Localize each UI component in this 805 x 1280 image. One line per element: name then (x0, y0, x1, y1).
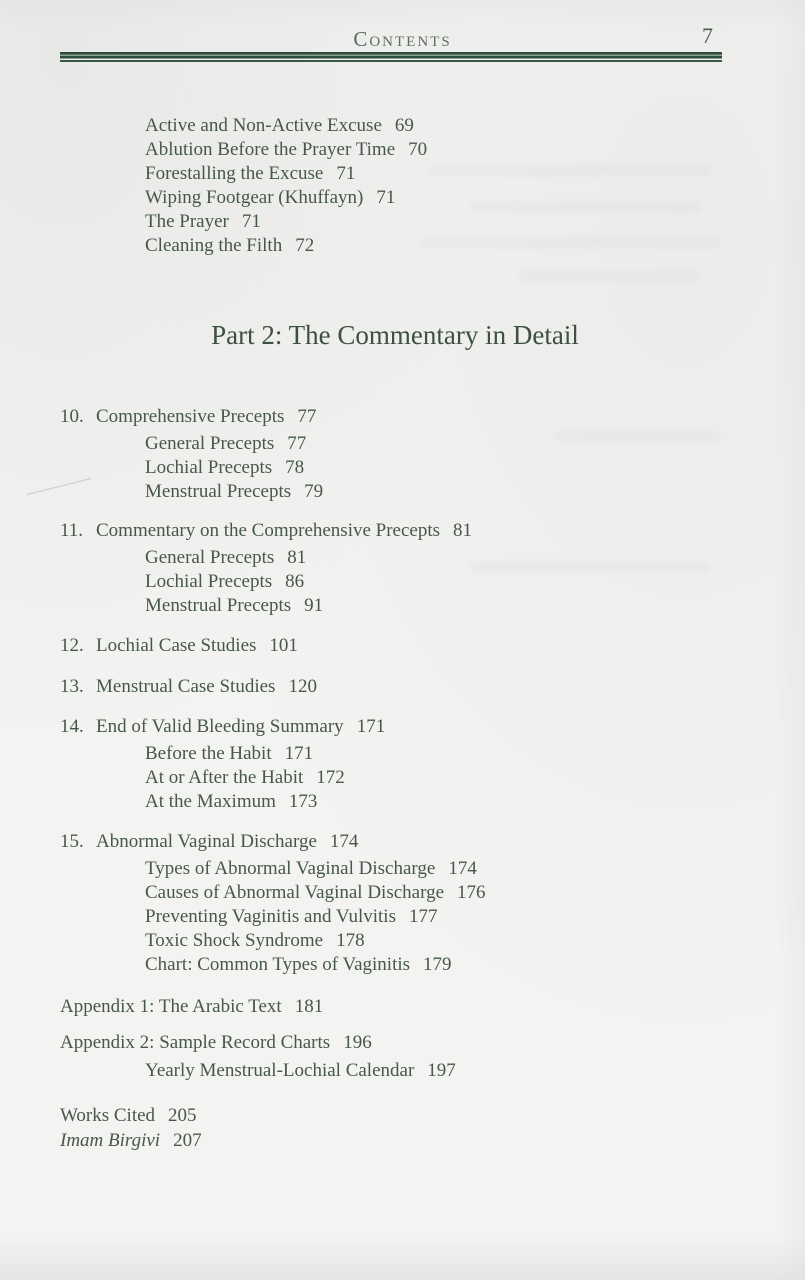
toc-entry-page: 77 (287, 433, 307, 454)
backmatter-page: 196 (343, 1032, 372, 1053)
running-head-title: Contents (353, 27, 452, 51)
toc-entry-page: 177 (408, 906, 438, 927)
toc-chapter (60, 830, 486, 977)
toc-entry (145, 162, 427, 186)
toc-chapter (60, 519, 472, 618)
toc-entry-page: 86 (285, 571, 305, 592)
chapter-number: 12. (60, 635, 84, 656)
chapter-subitems (145, 857, 486, 977)
toc-entry (145, 857, 486, 881)
toc-entry (145, 138, 427, 162)
toc-entry-label: Toxic Shock Syndrome (145, 930, 324, 951)
toc-entry-page: 78 (285, 457, 305, 478)
chapter-title: End of Valid Bleeding Summary (96, 716, 344, 737)
chapter-line (60, 519, 472, 543)
toc-entry-label: At the Maximum (145, 791, 276, 812)
toc-entry-page: 71 (376, 187, 396, 208)
toc-entry (145, 186, 427, 210)
toc-entry (145, 953, 486, 977)
backmatter-title: Works Cited (60, 1105, 156, 1126)
backmatter-page: 207 (173, 1130, 202, 1151)
toc-entry (145, 114, 427, 138)
toc-entry-label: Active and Non-Active Excuse (145, 115, 382, 136)
toc-entry-label: Cleaning the Filth (145, 235, 283, 256)
toc-entry-label: Lochial Precepts (145, 571, 273, 592)
bleedthrough-mark (520, 272, 700, 281)
chapter-page: 81 (453, 520, 473, 541)
toc-entry (145, 432, 323, 456)
toc-entry-label: Menstrual Precepts (145, 595, 292, 616)
chapter-page: 77 (297, 406, 317, 427)
chapter-page: 174 (329, 831, 359, 852)
bleedthrough-mark (420, 238, 720, 247)
chapter-title: Comprehensive Precepts (96, 406, 285, 427)
chapter-line (60, 634, 298, 658)
toc-entry-label: Lochial Precepts (145, 457, 273, 478)
toc-entry-page: 179 (423, 954, 452, 975)
chapter-page: 101 (269, 635, 298, 656)
chapter-title: Menstrual Case Studies (96, 676, 276, 697)
toc-entry (145, 480, 323, 504)
toc-entry (145, 234, 427, 258)
chapter-number: 10. (60, 406, 84, 427)
chapter-number: 11. (60, 520, 84, 541)
toc-entry-label: At or After the Habit (145, 767, 304, 788)
bleedthrough-mark (470, 202, 700, 211)
chapter-page: 120 (288, 676, 317, 697)
toc-entry-label: Ablution Before the Prayer Time (145, 139, 396, 160)
toc-entry (145, 570, 472, 594)
toc-chapter (60, 715, 385, 814)
chapter-number: 13. (60, 676, 84, 697)
toc-entry-label: Causes of Abnormal Vaginal Discharge (145, 882, 445, 903)
toc-entry-label: Menstrual Precepts (145, 481, 292, 502)
toc-entry-label: The Prayer (145, 211, 229, 232)
backmatter-entry (60, 1129, 202, 1153)
chapter-line (60, 405, 323, 429)
toc-entry-page: 171 (284, 743, 314, 764)
toc-entry (145, 766, 385, 790)
chapter-number: 15. (60, 831, 84, 852)
toc-entry-label: General Precepts (145, 547, 275, 568)
toc-continuation-block (145, 114, 427, 258)
toc-entry-page: 197 (427, 1060, 456, 1081)
chapter-title: Abnormal Vaginal Discharge (96, 831, 317, 852)
backmatter-page: 205 (168, 1105, 197, 1126)
chapter-line (60, 715, 385, 739)
bleedthrough-mark (430, 166, 710, 175)
backmatter-title: Appendix 2: Sample Record Charts (60, 1032, 331, 1053)
chapter-subitems (145, 432, 323, 504)
toc-entry-page: 91 (304, 595, 324, 616)
toc-entry-page: 72 (295, 235, 315, 256)
double-rule-divider (60, 52, 722, 62)
toc-entry-label: Types of Abnormal Vaginal Discharge (145, 858, 436, 879)
bleedthrough-mark (555, 432, 720, 441)
toc-entry (145, 905, 486, 929)
toc-chapter (60, 675, 317, 699)
backmatter-page: 181 (294, 996, 324, 1017)
backmatter-entry (60, 1104, 197, 1128)
toc-entry (145, 742, 385, 766)
toc-entry (145, 456, 323, 480)
backmatter-title: Appendix 1: The Arabic Text (60, 996, 282, 1017)
toc-entry (145, 929, 486, 953)
toc-entry-page: 174 (448, 858, 477, 879)
toc-entry (145, 790, 385, 814)
toc-entry-page: 79 (304, 481, 324, 502)
toc-entry-page: 178 (336, 930, 365, 951)
toc-entry-label: Yearly Menstrual-Lochial Calendar (145, 1060, 415, 1081)
toc-entry-label: Wiping Footgear (Khuffayn) (145, 187, 364, 208)
part-heading: Part 2: The Commentary in Detail (211, 320, 579, 350)
chapter-number: 14. (60, 716, 84, 737)
chapter-subitems (145, 742, 385, 814)
chapter-line (60, 830, 486, 854)
toc-entry-label: General Precepts (145, 433, 275, 454)
toc-entry-page: 69 (394, 115, 414, 136)
toc-entry (145, 210, 427, 234)
toc-entry-page: 81 (287, 547, 307, 568)
toc-entry-page: 71 (241, 211, 261, 232)
toc-entry-page: 70 (408, 139, 428, 160)
toc-entry-label: Forestalling the Excuse (145, 163, 324, 184)
toc-entry-label: Before the Habit (145, 743, 272, 764)
toc-entry (145, 881, 486, 905)
chapter-title: Lochial Case Studies (96, 635, 257, 656)
page-number: 7 (702, 23, 713, 48)
backmatter-entry (60, 1031, 372, 1055)
toc-entry-page: 173 (288, 791, 318, 812)
toc-chapter (60, 634, 298, 658)
chapter-title: Commentary on the Comprehensive Precepts (96, 520, 441, 541)
toc-entry-label: Preventing Vaginitis and Vulvitis (145, 906, 396, 927)
backmatter-subentry (145, 1059, 456, 1083)
toc-entry-label: Chart: Common Types of Vaginitis (145, 954, 411, 975)
chapter-subitems (145, 546, 472, 618)
toc-chapter (60, 405, 323, 504)
toc-entry-page: 71 (336, 163, 356, 184)
toc-entry (145, 594, 472, 618)
toc-entry-page: 176 (457, 882, 486, 903)
chapter-page: 171 (356, 716, 386, 737)
backmatter-entry (60, 995, 323, 1019)
toc-entry-page: 172 (316, 767, 345, 788)
backmatter-title: Imam Birgivi (60, 1130, 161, 1151)
bleedthrough-mark (470, 562, 710, 571)
toc-entry (145, 546, 472, 570)
chapter-line (60, 675, 317, 699)
